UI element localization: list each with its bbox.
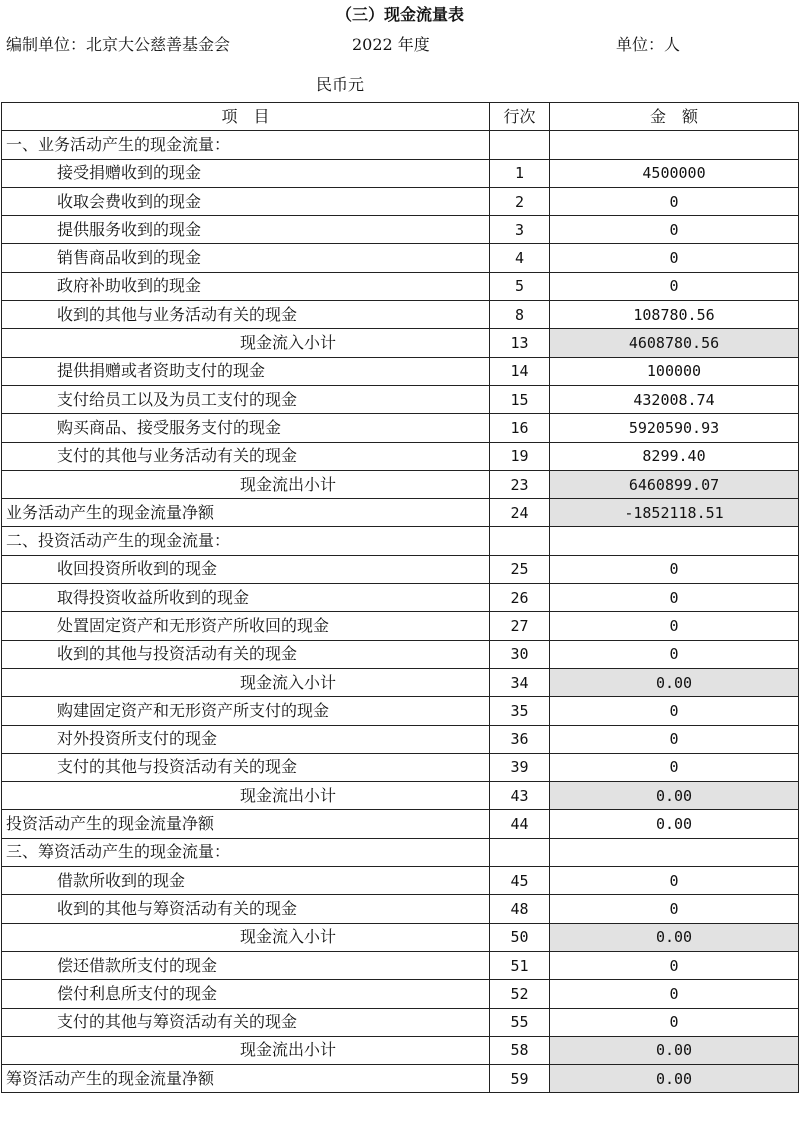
row-amount: 0: [550, 555, 799, 583]
row-item-label: 收到的其他与业务活动有关的现金: [2, 301, 490, 329]
table-row: [2, 725, 799, 753]
row-amount: 8299.40: [550, 442, 799, 470]
row-item-label: 收到的其他与投资活动有关的现金: [2, 640, 490, 668]
row-amount: 432008.74: [550, 385, 799, 413]
row-item-label: 现金流入小计: [2, 923, 490, 951]
table-row: [2, 216, 799, 244]
row-amount: -1852118.51: [550, 499, 799, 527]
table-row: [2, 697, 799, 725]
row-line-number: 44: [490, 810, 550, 838]
row-line-number: 1: [490, 159, 550, 187]
row-line-number: 19: [490, 442, 550, 470]
table-row: [2, 385, 799, 413]
row-line-number: 8: [490, 301, 550, 329]
row-item-label: 收回投资所收到的现金: [2, 555, 490, 583]
row-amount: 108780.56: [550, 301, 799, 329]
row-line-number: 51: [490, 951, 550, 979]
table-row: [2, 527, 799, 555]
row-item-label: 借款所收到的现金: [2, 867, 490, 895]
row-line-number: 16: [490, 414, 550, 442]
row-amount: 0: [550, 753, 799, 781]
row-amount: 0.00: [550, 923, 799, 951]
row-item-label: 二、投资活动产生的现金流量：: [2, 527, 490, 555]
row-amount: 6460899.07: [550, 470, 799, 498]
currency-unit: 单位：人: [616, 35, 681, 54]
row-line-number: 59: [490, 1065, 550, 1093]
table-row: [2, 951, 799, 979]
row-line-number: [490, 527, 550, 555]
row-amount: 0: [550, 867, 799, 895]
row-item-label: 支付的其他与投资活动有关的现金: [2, 753, 490, 781]
row-amount: 0: [550, 895, 799, 923]
table-header-row: [2, 103, 799, 131]
cash-flow-table: [1, 102, 799, 1093]
table-row: [2, 612, 799, 640]
row-item-label: 现金流出小计: [2, 782, 490, 810]
table-row: [2, 442, 799, 470]
table-row: [2, 159, 799, 187]
row-line-number: 15: [490, 385, 550, 413]
row-item-label: 对外投资所支付的现金: [2, 725, 490, 753]
row-amount: 0: [550, 1008, 799, 1036]
table-row: [2, 357, 799, 385]
row-item-label: 接受捐赠收到的现金: [2, 159, 490, 187]
row-item-label: 偿付利息所支付的现金: [2, 980, 490, 1008]
table-row: [2, 555, 799, 583]
row-item-label: 现金流出小计: [2, 470, 490, 498]
row-item-label: 支付的其他与筹资活动有关的现金: [2, 1008, 490, 1036]
table-row: [2, 1036, 799, 1064]
row-amount: 0: [550, 951, 799, 979]
row-line-number: 2: [490, 187, 550, 215]
row-amount: 0: [550, 612, 799, 640]
row-line-number: 13: [490, 329, 550, 357]
column-header-line: 行次: [490, 103, 550, 131]
table-row: [2, 867, 799, 895]
row-item-label: 支付给员工以及为员工支付的现金: [2, 385, 490, 413]
organization-name: 编制单位：北京大公慈善基金会: [6, 35, 231, 54]
row-item-label: 取得投资收益所收到的现金: [2, 584, 490, 612]
row-line-number: 50: [490, 923, 550, 951]
row-item-label: 现金流入小计: [2, 329, 490, 357]
row-line-number: 34: [490, 668, 550, 696]
row-item-label: 购建固定资产和无形资产所支付的现金: [2, 697, 490, 725]
table-body: [2, 131, 799, 1093]
row-line-number: 4: [490, 244, 550, 272]
row-item-label: 提供服务收到的现金: [2, 216, 490, 244]
row-amount: [550, 527, 799, 555]
table-row: [2, 810, 799, 838]
row-amount: 0.00: [550, 1036, 799, 1064]
row-item-label: 投资活动产生的现金流量净额: [2, 810, 490, 838]
table-row: [2, 895, 799, 923]
row-line-number: 39: [490, 753, 550, 781]
row-item-label: 偿还借款所支付的现金: [2, 951, 490, 979]
row-line-number: 45: [490, 867, 550, 895]
row-amount: 4500000: [550, 159, 799, 187]
row-item-label: 筹资活动产生的现金流量净额: [2, 1065, 490, 1093]
table-row: [2, 668, 799, 696]
row-item-label: 现金流出小计: [2, 1036, 490, 1064]
table-row: [2, 1008, 799, 1036]
table-row: [2, 980, 799, 1008]
table-row: [2, 470, 799, 498]
table-row: [2, 244, 799, 272]
row-item-label: 收取会费收到的现金: [2, 187, 490, 215]
row-line-number: 25: [490, 555, 550, 583]
row-item-label: 收到的其他与筹资活动有关的现金: [2, 895, 490, 923]
table-row: [2, 301, 799, 329]
row-amount: 4608780.56: [550, 329, 799, 357]
row-item-label: 销售商品收到的现金: [2, 244, 490, 272]
row-amount: 0.00: [550, 810, 799, 838]
fiscal-year: 2022 年度: [352, 35, 430, 54]
row-item-label: 处置固定资产和无形资产所收回的现金: [2, 612, 490, 640]
row-line-number: 5: [490, 272, 550, 300]
row-line-number: 27: [490, 612, 550, 640]
table-row: [2, 414, 799, 442]
row-amount: 0: [550, 216, 799, 244]
row-line-number: 24: [490, 499, 550, 527]
row-item-label: 购买商品、接受服务支付的现金: [2, 414, 490, 442]
row-amount: 0.00: [550, 782, 799, 810]
row-amount: 0: [550, 187, 799, 215]
row-amount: 0: [550, 697, 799, 725]
row-item-label: 一、业务活动产生的现金流量：: [2, 131, 490, 159]
row-amount: 0: [550, 272, 799, 300]
currency-unit-continued: 民币元: [316, 75, 365, 94]
table-row: [2, 499, 799, 527]
row-line-number: 52: [490, 980, 550, 1008]
table-row: [2, 187, 799, 215]
row-item-label: 现金流入小计: [2, 668, 490, 696]
row-amount: 0: [550, 725, 799, 753]
row-amount: 0: [550, 980, 799, 1008]
row-amount: 0: [550, 584, 799, 612]
table-row: [2, 753, 799, 781]
row-line-number: 55: [490, 1008, 550, 1036]
row-amount: 0: [550, 244, 799, 272]
column-header-item: 项 目: [2, 103, 490, 131]
row-line-number: 58: [490, 1036, 550, 1064]
row-line-number: 26: [490, 584, 550, 612]
row-amount: [550, 131, 799, 159]
table-row: [2, 329, 799, 357]
row-amount: 5920590.93: [550, 414, 799, 442]
column-header-amount: 金 额: [550, 103, 799, 131]
table-row: [2, 923, 799, 951]
row-line-number: 43: [490, 782, 550, 810]
row-amount: 0.00: [550, 668, 799, 696]
row-amount: 0: [550, 640, 799, 668]
report-title: （三）现金流量表: [335, 5, 464, 24]
table-row: [2, 272, 799, 300]
row-item-label: 支付的其他与业务活动有关的现金: [2, 442, 490, 470]
row-line-number: [490, 838, 550, 866]
row-item-label: 政府补助收到的现金: [2, 272, 490, 300]
table-row: [2, 1065, 799, 1093]
row-item-label: 业务活动产生的现金流量净额: [2, 499, 490, 527]
row-line-number: 23: [490, 470, 550, 498]
row-line-number: 36: [490, 725, 550, 753]
row-amount: 0.00: [550, 1065, 799, 1093]
table-row: [2, 131, 799, 159]
table-row: [2, 838, 799, 866]
row-line-number: 48: [490, 895, 550, 923]
row-amount: 100000: [550, 357, 799, 385]
row-line-number: [490, 131, 550, 159]
row-amount: [550, 838, 799, 866]
table-row: [2, 782, 799, 810]
row-item-label: 三、筹资活动产生的现金流量：: [2, 838, 490, 866]
row-line-number: 14: [490, 357, 550, 385]
row-line-number: 3: [490, 216, 550, 244]
row-line-number: 35: [490, 697, 550, 725]
row-item-label: 提供捐赠或者资助支付的现金: [2, 357, 490, 385]
row-line-number: 30: [490, 640, 550, 668]
table-row: [2, 584, 799, 612]
table-row: [2, 640, 799, 668]
